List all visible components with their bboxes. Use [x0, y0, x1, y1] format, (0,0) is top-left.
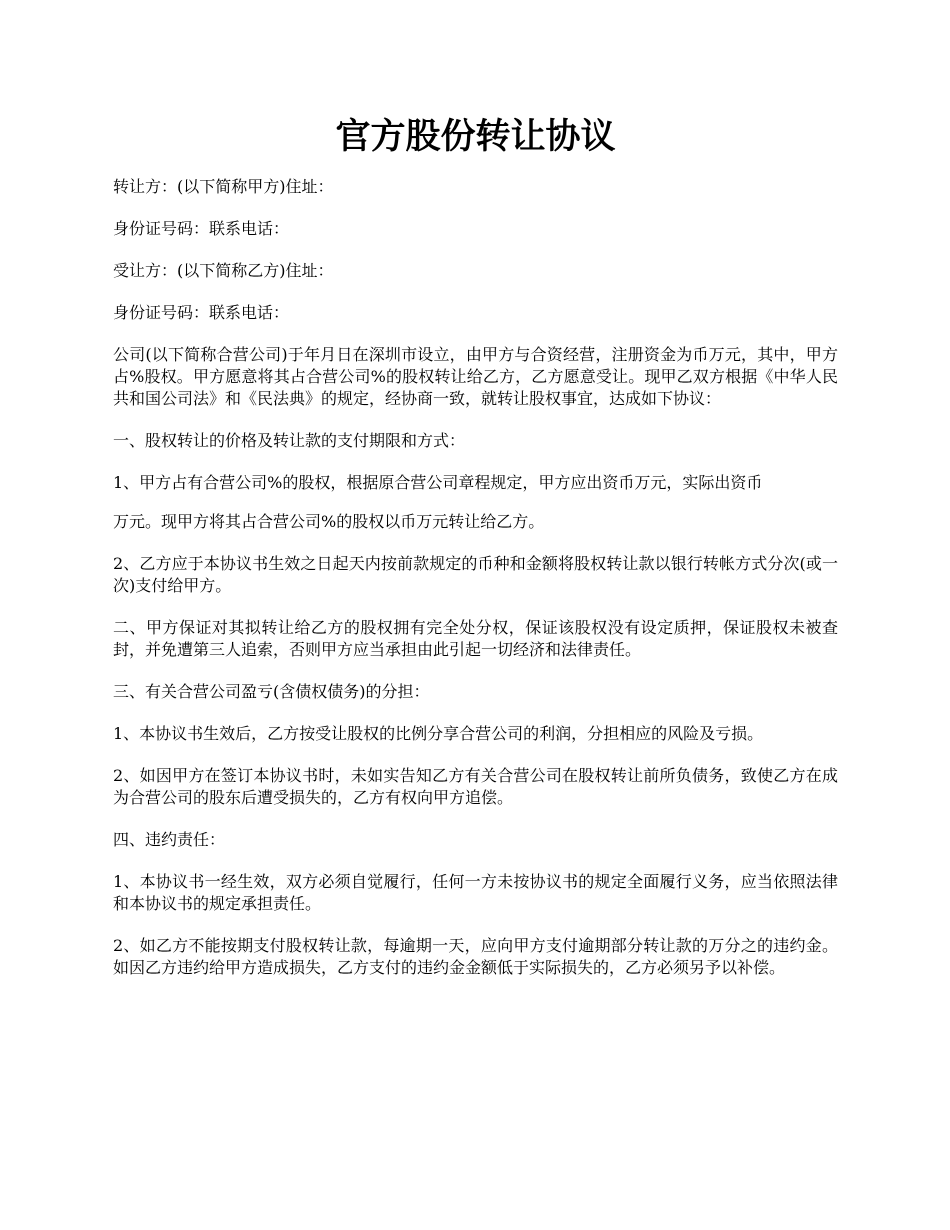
section-4-heading: 四、违约责任：: [113, 830, 226, 849]
section-2-paragraph: 二、甲方保证对其拟转让给乙方的股权拥有完全处分权，保证该股权没有设定质押，保证股权未被查封，并免遭第三人追索，否则甲方应当承担由此引起一切经济和法律责任。: [113, 618, 838, 659]
transferee-line: 受让方：(以下简称乙方)住址：: [113, 261, 334, 280]
section-4-clause-1: 1、本协议书一经生效，双方必须自觉履行，任何一方未按协议书的规定全面履行义务，应当依照法律和本协议书的规定承担责任。: [113, 872, 838, 913]
document-title: 官方股份转让协议: [335, 117, 616, 157]
transferor-id-line: 身份证号码：联系电话：: [113, 219, 290, 238]
section-1-clause-2: 2、乙方应于本协议书生效之日起天内按前款规定的币种和金额将股权转让款以银行转帐方式分次(或一次)支付给甲方。: [113, 554, 838, 595]
section-1-clause-1-continued: 万元。现甲方将其占合营公司%的股权以币万元转让给乙方。: [113, 512, 545, 531]
section-3-clause-1: 1、本协议书生效后，乙方按受让股权的比例分享合营公司的利润，分担相应的风险及亏损。: [113, 724, 764, 743]
transferee-id-line: 身份证号码：联系电话：: [113, 303, 290, 322]
section-1-heading: 一、股权转让的价格及转让款的支付期限和方式：: [113, 431, 466, 450]
section-1-clause-1: 1、甲方占有合营公司%的股权，根据原合营公司章程规定，甲方应出资币万元，实际出资币: [113, 473, 763, 492]
section-4-clause-2: 2、如乙方不能按期支付股权转让款，每逾期一天，应向甲方支付逾期部分转让款的万分之的违约金。如因乙方违约给甲方造成损失，乙方支付的违约金金额低于实际损失的，乙方必须另予以补偿。: [113, 936, 838, 977]
section-3-heading: 三、有关合营公司盈亏(含债权债务)的分担：: [113, 682, 430, 701]
preamble-paragraph: 公司(以下简称合营公司)于年月日在深圳市设立，由甲方与合资经营，注册资金为币万元，其中，甲方占%股权。甲方愿意将其占合营公司%的股权转让给乙方，乙方愿意受让。现甲乙双方根据《中华人民共和国公司法》和《民法典》的规定，经协商一致，就转让股权事宜，达成如下协议：: [113, 345, 838, 408]
section-3-clause-2: 2、如因甲方在签订本协议书时，未如实告知乙方有关合营公司在股权转让前所负债务，致使乙方在成为合营公司的股东后遭受损失的，乙方有权向甲方追偿。: [113, 766, 838, 807]
transferor-line: 转让方：(以下简称甲方)住址：: [113, 177, 334, 196]
